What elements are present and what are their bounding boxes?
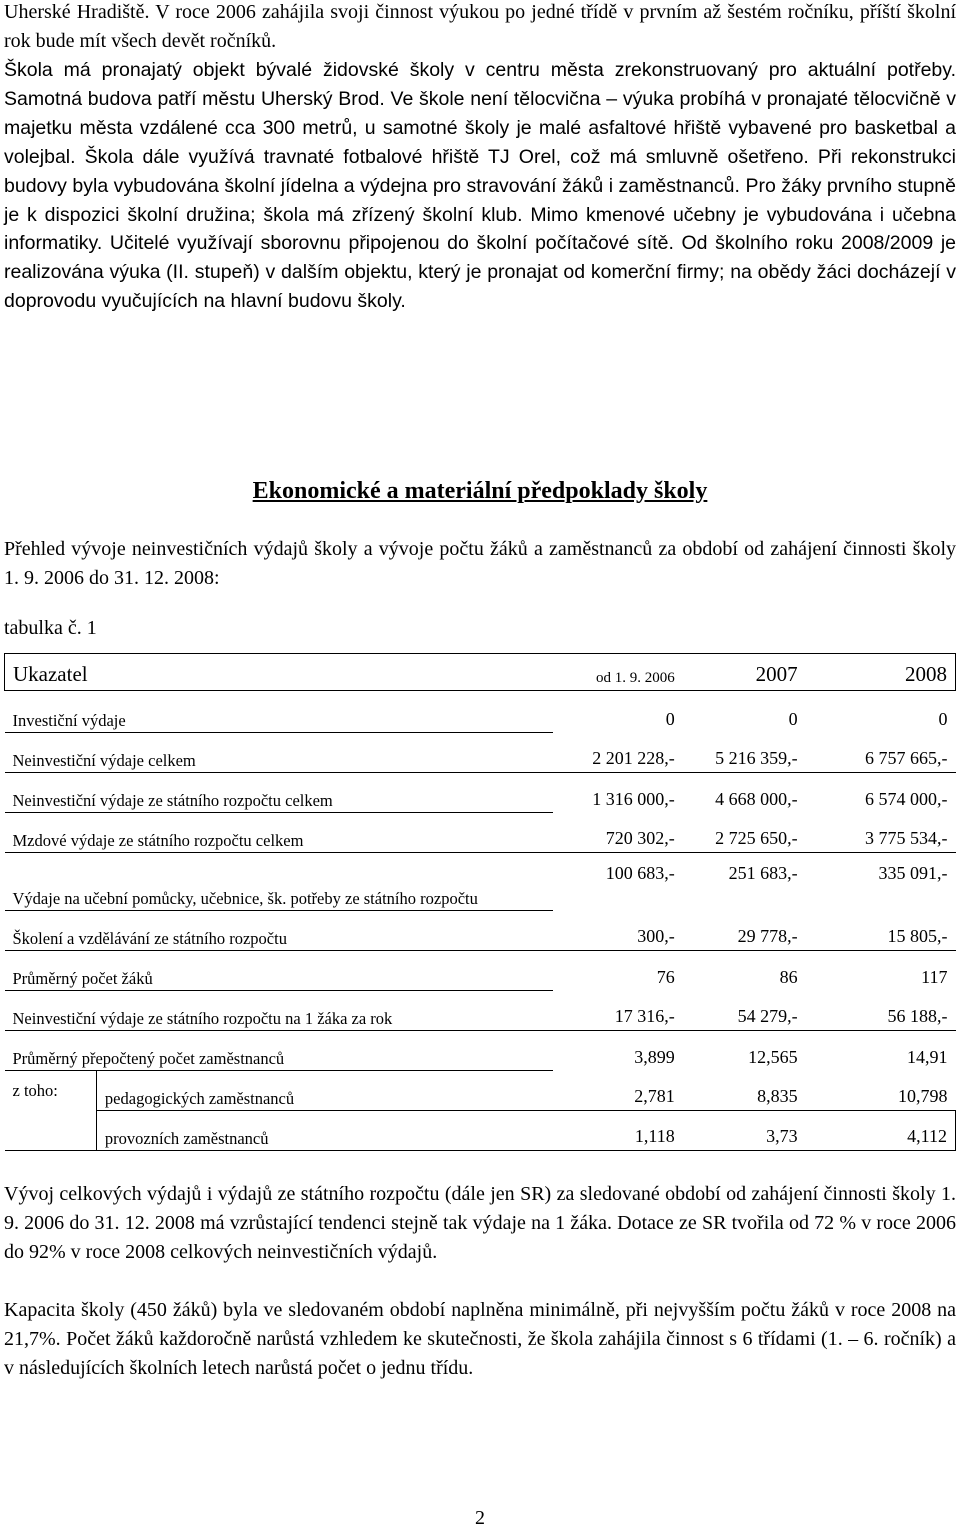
row-label: Výdaje na učební pomůcky, učebnice, šk. potřeby ze státního rozpočtu (5, 853, 553, 911)
row-value-2007: 86 (779, 966, 798, 987)
closing-paragraph-2: Kapacita školy (450 žáků) byla ve sledovaném období naplněna minimálně, při nejvyšším počtu žáků v roce 2008 na 21,7%. Počet žáků každoročně narůstá vzhledem ke skutečnosti, že škola zahájila činnost s 6 třídami (1. – 6. ročník) a v následujících školních letech narůstá počet o jednu třídu. (4, 1299, 956, 1379)
row-value-2008: 10,798 (806, 1071, 956, 1111)
row-value-2006: 1,118 (553, 1111, 683, 1151)
row-label: Průměrný přepočtený počet zaměstnanců (5, 1031, 553, 1071)
row-value-2008: 14,91 (907, 1046, 948, 1067)
table-row (5, 773, 956, 813)
subrow-label: pedagogických zaměstnanců (96, 1071, 552, 1111)
row-value-2006: 2,781 (553, 1071, 683, 1111)
row-label: Mzdové výdaje ze státního rozpočtu celkem (5, 813, 553, 853)
row-value-2007: 0 (788, 708, 798, 729)
table-row (5, 951, 956, 991)
header-label: Ukazatel (5, 654, 553, 691)
row-value-2006: 2 201 228,- (553, 733, 683, 773)
intro-paragraph-1: Uherské Hradiště. V roce 2006 zahájila svoji činnost výukou po jedné třídě v prvním až šestém ročníku, příští školní rok bude mít všech devět ročníků. (4, 1, 956, 52)
table-header-row (5, 654, 956, 691)
overview-text: Přehled vývoje neinvestičních výdajů školy a vývoje počtu žáků a zaměstnanců za období od zahájení činnosti školy 1. 9. 2006 do 31. 12. 2008: (4, 538, 956, 589)
row-value-2006: 100 683,- (605, 863, 675, 883)
row-value-2007: 8,835 (683, 1071, 806, 1111)
table-row (5, 911, 956, 951)
row-value-2008: 335 091,- (878, 863, 948, 883)
row-value-2007: 3,73 (683, 1111, 806, 1151)
row-value-2006: 3,899 (634, 1046, 675, 1067)
subrow-label: provozních zaměstnanců (96, 1111, 552, 1151)
row-value-2006: 300,- (553, 911, 683, 951)
row-value-2008: 6 757 665,- (806, 733, 956, 773)
table-row (5, 733, 956, 773)
row-value-2008: 4,112 (806, 1111, 956, 1151)
table-caption: tabulka č. 1 (4, 617, 97, 639)
closing-paragraph-1: Vývoj celkových výdajů i výdajů ze státního rozpočtu (dále jen SR) za sledované období od zahájení činnosti školy 1. 9. 2006 do 31. 12. 2008 má vzrůstající tendenci stejně tak výdaje na 1 žáka. Dotace ze SR tvořila od 72 % v roce 2006 do 92% v roce 2008 celkových neinvestičních výdajů. (4, 1183, 956, 1263)
row-value-2008: 56 188,- (806, 991, 956, 1031)
table-subrow (5, 1111, 956, 1151)
row-value-2008: 117 (921, 966, 948, 987)
row-value-2006: 720 302,- (553, 813, 683, 853)
section-heading: Ekonomické a materiální předpoklady školy (252, 478, 708, 504)
expenditure-table (4, 653, 956, 1151)
table-row (5, 813, 956, 853)
table-subrow (5, 1071, 956, 1111)
row-label: Neinvestiční výdaje ze státního rozpočtu celkem (5, 773, 553, 813)
table-row (5, 691, 956, 733)
row-value-2006: 1 316 000,- (592, 788, 675, 809)
page-number: 2 (475, 1507, 485, 1529)
row-value-2006: 76 (656, 966, 675, 987)
row-value-2007: 5 216 359,- (683, 733, 806, 773)
header-col-2007: 2007 (683, 654, 806, 691)
table-row (5, 1031, 956, 1071)
table-row (5, 991, 956, 1031)
row-value-2008: 0 (938, 708, 948, 729)
row-value-2008: 15 805,- (806, 911, 956, 951)
row-value-2006: 17 316,- (553, 991, 683, 1031)
table-row (5, 853, 956, 911)
row-value-2007: 251 683,- (728, 863, 798, 883)
row-label: Neinvestiční výdaje celkem (5, 733, 553, 773)
subrow-prefix: z toho: (5, 1071, 97, 1151)
row-label: Školení a vzdělávání ze státního rozpočtu (5, 911, 553, 951)
row-value-2008: 6 574 000,- (865, 788, 948, 809)
header-col-2006: od 1. 9. 2006 (553, 654, 683, 691)
row-value-2007: 2 725 650,- (683, 813, 806, 853)
row-label: Průměrný počet žáků (5, 951, 553, 991)
row-value-2007: 54 279,- (683, 991, 806, 1031)
row-value-2007: 4 668 000,- (715, 788, 798, 809)
header-col-2008: 2008 (806, 654, 956, 691)
row-value-2006: 0 (665, 708, 675, 729)
row-value-2007: 12,565 (748, 1046, 798, 1067)
row-label: Neinvestiční výdaje ze státního rozpočtu na 1 žáka za rok (5, 991, 553, 1031)
intro-paragraph-2: Škola má pronajatý objekt bývalé židovské školy v centru města zrekonstruovaný pro aktuální potřeby. Samotná budova patří městu Uherský Brod. Ve škole není tělocvična – výuka probíhá v pronajaté tělocvičně v majetku města vzdálené cca 300 metrů, u samotné školy je malé asfaltové hřiště vybavené pro basketbal a volejbal. Škola dále využívá travnaté fotbalové hřiště TJ Orel, což má smluvně ošetřeno. Při rekonstrukci budovy byla vybudována školní jídelna a výdejna pro stravování žáků i zaměstnanců. Pro žáky prvního stupně je k dispozici školní družina; škola má zřízený školní klub. Mimo kmenové učebny je vybudována i učebna informatiky. Učitelé využívají sborovnu připojenou do školní počítačové sítě. Od školního roku 2008/2009 je realizována výuka (II. stupeň) v dalším objektu, který je pronajat od komerční firmy; na obědy žáci docházejí v doprovodu vyučujících na hlavní budovu školy. (4, 59, 956, 313)
row-label: Investiční výdaje (5, 691, 553, 733)
row-value-2008: 3 775 534,- (806, 813, 956, 853)
row-value-2007: 29 778,- (683, 911, 806, 951)
